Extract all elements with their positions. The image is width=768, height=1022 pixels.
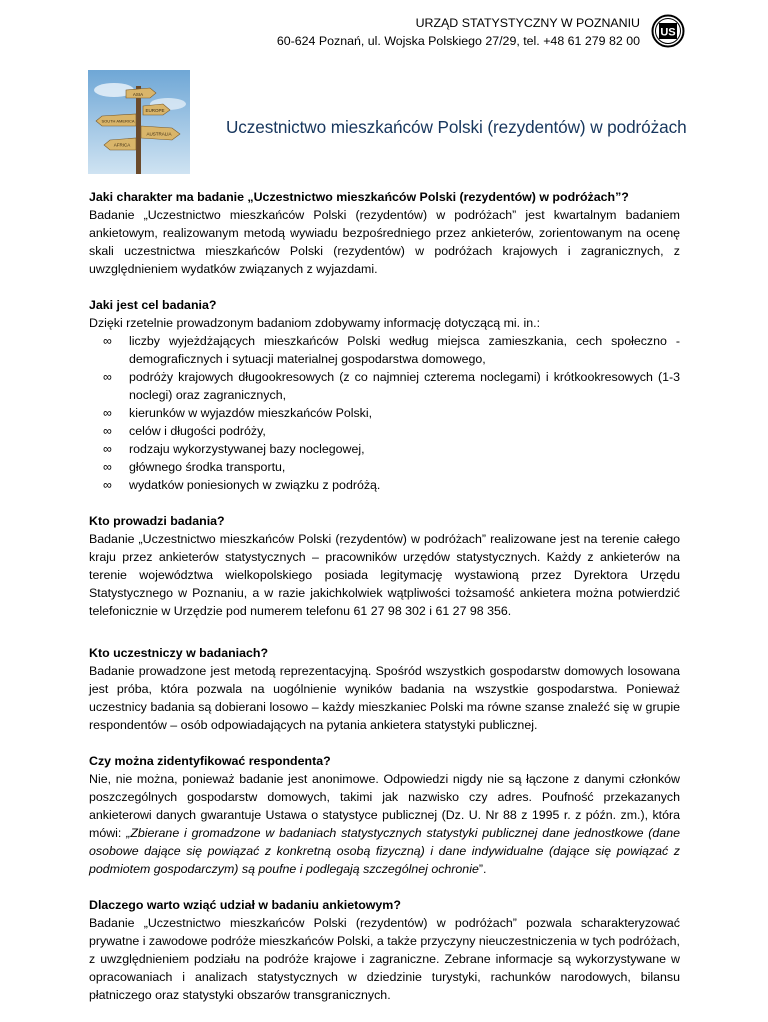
svg-text:AUSTRALIA: AUSTRALIA	[146, 131, 172, 137]
section-heading: Czy można zidentyfikować respondenta?	[89, 754, 331, 768]
list-item: ∞ rodzaju wykorzystywanej bazy noclegowej,	[89, 440, 680, 458]
infinity-bullet-icon: ∞	[103, 478, 112, 492]
section-who-conducts	[89, 512, 680, 620]
office-header	[277, 14, 640, 50]
svg-text:ASIA: ASIA	[132, 92, 144, 97]
section-heading: Jaki jest cel badania?	[89, 298, 217, 312]
infinity-bullet-icon: ∞	[103, 370, 112, 384]
section-character	[89, 188, 680, 278]
office-name: URZĄD STATYSTYCZNY W POZNANIU	[415, 16, 640, 30]
section-text: Nie, nie można, ponieważ badanie jest anonimowe. Odpowiedzi nigdy nie są łączone z danymi członków poszczególnych gospodarstw domowych, takimi jak nazwisko czy adres. Poufność przekazanych ankieterowi danych gwarantuje Ustawa o statystyce publicznej (Dz. U. Nr 88 z 1995 r. z późn. zm.), która mówi: „Zbierane i gromadzone w badaniach statystycznych statystyki publicznej dane jednostkowe (dane osobowe dające się powiązać z konkretną osobą fizyczną) i dane indywidualne (dające się powiązać z podmiotem gospodarczym) są poufne i podlegają szczególnej ochronie”.	[89, 772, 680, 876]
sign-asia	[126, 88, 156, 98]
section-why-participate	[89, 896, 680, 1004]
svg-text:AFRICA: AFRICA	[113, 142, 131, 148]
section-anonymity	[89, 752, 680, 878]
logo-text: US	[660, 26, 676, 39]
signpost-illustration	[88, 70, 190, 174]
list-item: ∞ kierunków w wyjazdów mieszkańców Polski,	[89, 404, 680, 422]
section-goal	[89, 296, 680, 494]
list-item: ∞ liczby wyjeżdżających mieszkańców Polski według miejsca zamieszkania, cech społeczno -demograficznych i sytuacji materialnej gospodarstwa domowego,	[89, 332, 680, 368]
svg-text:EUROPE: EUROPE	[145, 108, 165, 113]
list-item: ∞ wydatków poniesionych w związku z podróżą.	[89, 476, 680, 494]
section-text: Dzięki rzetelnie prowadzonym badaniom zdobywamy informację dotyczącą mi. in.:	[89, 316, 541, 330]
list-item: ∞ głównego środka transportu,	[89, 458, 680, 476]
section-text: Badanie prowadzone jest metodą reprezentacyjną. Spośród wszystkich gospodarstw domowych losowana jest próba, która pozwala na uogólnienie wyników badania na wszystkie gospodarstwa. Ponieważ uczestnicy badania są dobierani losowo – każdy mieszkaniec Polski ma równe szanse znaleźć się w grupie respondentów – osób odpowiadających na pytania ankietera statystyki publicznej.	[89, 664, 680, 732]
section-heading: Kto prowadzi badania?	[89, 514, 225, 528]
infinity-bullet-icon: ∞	[103, 424, 112, 438]
infinity-bullet-icon: ∞	[103, 334, 112, 348]
infinity-bullet-icon: ∞	[103, 442, 112, 456]
infinity-bullet-icon: ∞	[103, 460, 112, 474]
section-heading: Jaki charakter ma badanie „Uczestnictwo mieszkańców Polski (rezydentów) w podróżach”?	[89, 190, 629, 204]
page-title: Uczestnictwo mieszkańców Polski (rezydentów) w podróżach	[226, 117, 687, 137]
infinity-bullet-icon: ∞	[103, 406, 112, 420]
document-body	[89, 188, 680, 1022]
goal-list	[89, 332, 680, 494]
section-text: Badanie „Uczestnictwo mieszkańców Polski (rezydentów) w podróżach” jest kwartalnym badaniem ankietowym, realizowanym metodą wywiadu bezpośredniego przez ankieterów, zorientowanym na ocenę skali uczestnictwa mieszkańców Polski (rezydentów) w podróżach krajowych i zagranicznych, z uwzględnieniem wydatków związanych z wyjazdami.	[89, 208, 680, 276]
svg-text:SOUTH AMERICA: SOUTH AMERICA	[101, 118, 135, 124]
us-logo	[651, 14, 685, 48]
section-heading: Dlaczego warto wziąć udział w badaniu ankietowym?	[89, 898, 401, 912]
office-address: 60-624 Poznań, ul. Wojska Polskiego 27/29, tel. +48 61 279 82 00	[276, 34, 640, 48]
section-participants	[89, 644, 680, 734]
section-text: Badanie „Uczestnictwo mieszkańców Polski (rezydentów) w podróżach” pozwala scharakteryzować prywatne i zawodowe podróże mieszkańców Polski, a także przyczyny nieuczestniczenia w tych podróżach, z uwzględnieniem podziału na podróże krajowe i zagraniczne. Zebrane informacje są wykorzystywane w opracowaniach i analizach statystycznych w dziedzinie turystyki, rachunków narodowych, bilansu płatniczego oraz statystyki obszarów transgranicznych.	[89, 916, 680, 1002]
list-item: ∞ podróży krajowych długookresowych (z co najmniej czterema noclegami) i krótkookresowych (1-3 noclegi) oraz zagranicznych,	[89, 368, 680, 404]
section-text: Badanie „Uczestnictwo mieszkańców Polski (rezydentów) w podróżach” realizowane jest na terenie całego kraju przez ankieterów statystycznych – pracowników urzędów statystycznych. Każdy z ankieterów na terenie województwa wielkopolskiego posiada legitymację wystawioną przez Dyrektora Urzędu Statystycznego w Poznaniu, a w razie jakichkolwiek wątpliwości tożsamość ankietera można potwierdzić telefonicznie w Urzędzie pod numerem telefonu 61 27 98 302 i 61 27 98 356.	[89, 532, 680, 618]
law-quote: „Zbierane i gromadzone w badaniach statystycznych statystyki publicznej dane jednostkowe (dane osobowe dające się powiązać z konkretną osobą fizyczną) i dane indywidualne (dające się powiązać z podmiotem gospodarczym) są poufne i podlegają szczególnej ochronie	[89, 826, 680, 876]
list-item: ∞ celów i długości podróży,	[89, 422, 680, 440]
section-heading: Kto uczestniczy w badaniach?	[89, 646, 269, 660]
sign-south-america	[96, 114, 136, 126]
